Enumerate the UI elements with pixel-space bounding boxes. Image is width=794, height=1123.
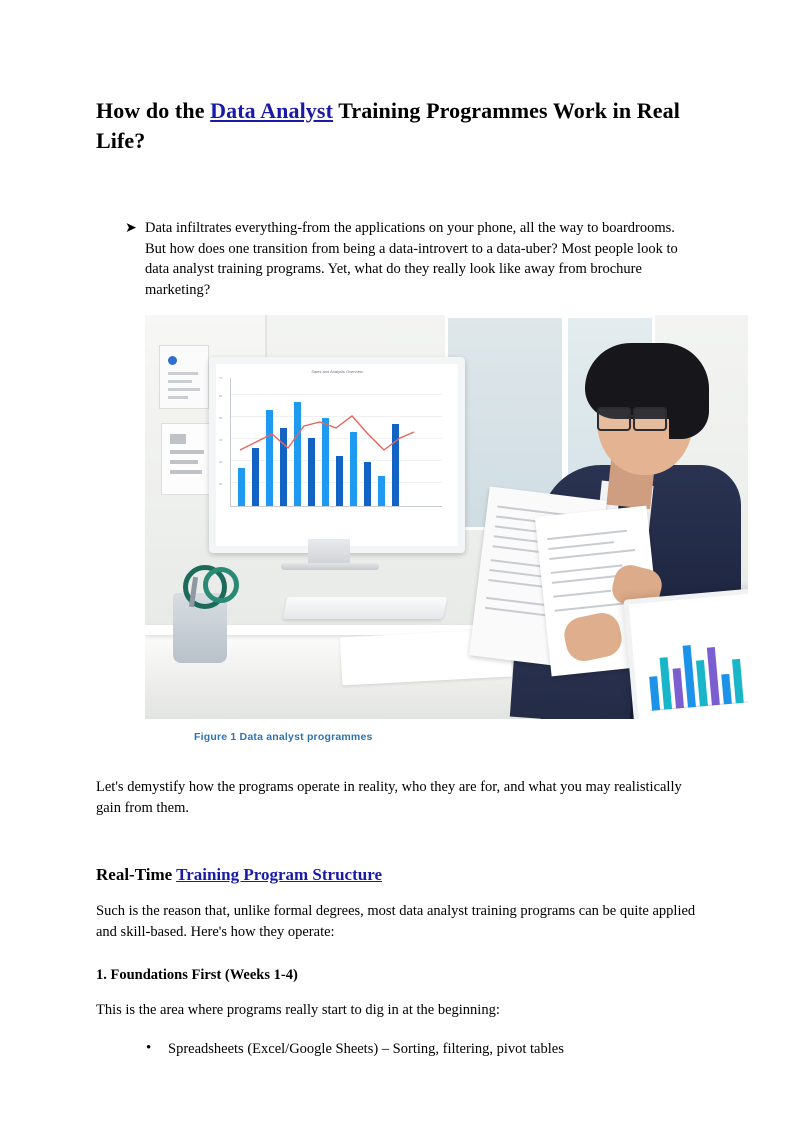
arrow-bullet-icon: ➤ — [125, 220, 137, 236]
lead-paragraph: Let's demystify how the programs operate in reality, who they are for, and what you may realistically gain from them. — [96, 778, 682, 816]
subsection-heading: 1. Foundations First (Weeks 1-4) — [96, 966, 298, 983]
list-item: • Spreadsheets (Excel/Google Sheets) – Sorting, filtering, pivot tables — [168, 1039, 698, 1060]
subsection-paragraph: This is the area where programs really start to dig in at the beginning: — [96, 1001, 500, 1018]
screen-trend-line — [216, 364, 458, 546]
title-link-data-analyst[interactable]: Data Analyst — [210, 98, 333, 123]
monitor-stand — [308, 539, 350, 565]
keyboard — [283, 597, 448, 619]
section-heading-before: Real-Time — [96, 864, 177, 884]
tablet-device — [623, 586, 748, 718]
monitor-screen: Sales and Analysis Overview 70 60 50 40 30 20 — [216, 364, 458, 546]
figure-image — [145, 315, 748, 719]
monitor-stand-base — [281, 563, 379, 570]
figure — [145, 315, 698, 743]
intro-paragraph: Data infiltrates everything-from the applications on your phone, all the way to boardrooms. But how does one transition from being a data-introvert to a data-uber? Most people look to data analyst training programs. Yet, what do they really look like away from brochure marketing? — [145, 220, 678, 298]
section-paragraph: Such is the reason that, unlike formal degrees, most data analyst training programs can be quite applied and skill-based. Here's how they operate: — [96, 902, 696, 940]
desktop-monitor — [209, 357, 465, 553]
title-text-before: How do the — [96, 98, 211, 123]
intro-block — [96, 218, 698, 300]
screen-chart-title: Sales and Analysis Overview — [311, 368, 363, 374]
wall-poster-chart — [159, 345, 209, 409]
figure-caption: Figure 1 Data analyst programmes — [194, 730, 373, 743]
section-heading — [96, 863, 698, 887]
section-heading-link[interactable]: Training Program Structure — [176, 864, 382, 884]
bullet-list — [96, 1039, 698, 1060]
title-text-after: Training Programmes Work in Real Life? — [96, 98, 680, 153]
page-title — [96, 96, 698, 156]
scissors-second-handle — [203, 567, 239, 603]
eyeglasses-icon — [597, 407, 667, 429]
